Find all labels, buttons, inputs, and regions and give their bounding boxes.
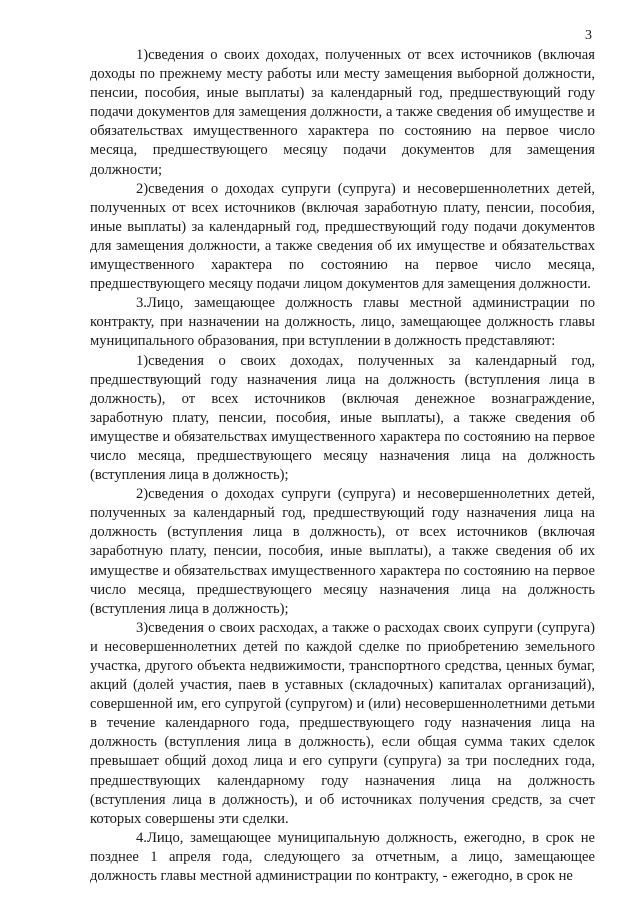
paragraph-7: 4.Лицо, замещающее муниципальную должность, ежегодно, в срок не позднее 1 апреля года, следующего за отчетным, а лицо, замещающее должность главы местной администрации по контракту, - ежегодно, в срок не: [90, 829, 595, 885]
page-number: 3: [585, 28, 592, 43]
paragraph-5: 2)сведения о доходах супруги (супруга) и несовершеннолетних детей, полученных за календарный год, предшествующий году назначения лица на должность (вступления лица в должность), от всех источников (включая заработную плату, пенсии, пособия, иные выплаты), а также сведения об их имуществе и обязательствах имущественного характера по состоянию на первое число месяца, предшествующего месяцу назначения лица на должность (вступления лица в должность);: [90, 486, 595, 617]
paragraph-2: 2)сведения о доходах супруги (супруга) и несовершеннолетних детей, полученных от всех источников (включая заработную плату, пенсии, пособия, иные выплаты) за календарный год, предшествующий году подачи документов для замещения должности, а также сведения об их имуществе и обязательствах имущественного характера по состоянию на первое число месяца, предшествующего месяцу подачи лицом документов для замещения должности.: [90, 180, 595, 293]
paragraph-4: 1)сведения о своих доходах, полученных за календарный год, предшествующий году назначения лица на должность (вступления лица в должность), от всех источников (включая денежное вознаграждение, заработную плату, пенсии, пособия, иные выплаты), а также сведения об имуществе и обязательствах имущественного характера по состоянию на первое число месяца, предшествующего месяцу назначения лица на должность (вступления лица в должность);: [90, 352, 595, 484]
paragraph-6: 3)сведения о своих расходах, а также о расходах своих супруги (супруга) и несовершеннолетних детей по каждой сделке по приобретению земельного участка, другого объекта недвижимости, транспортного средства, ценных бумаг, акций (долей участия, паев в уставных (складочных) капиталах организаций), совершенной им, его супругой (супругом) и (или) несовершеннолетними детьми в течение календарного года, предшествующего году назначения лица на должность (вступления лица в должность), если общая сумма таких сделок превышает общий доход лица и его супруги (супруга) за три последних года, предшествующих календарному году назначения лица на должность (вступления лица в должность), и об источниках получения средств, за счет которых совершены эти сделки.: [90, 619, 595, 827]
document-body: [90, 46, 595, 886]
paragraph-1: 1)сведения о своих доходах, полученных от всех источников (включая доходы по прежнему месту работы или месту замещения выборной должности, пенсии, пособия, иные выплаты) за календарный год, предшествующий году подачи документов для замещения должности, а также сведения об имуществе и обязательствах имущественного характера по состоянию на первое число месяца, предшествующего месяцу подачи документов для замещения должности;: [90, 47, 595, 178]
paragraph-3: 3.Лицо, замещающее должность главы местной администрации по контракту, при назначении на должность, лицо, замещающее должность главы муниципального образования, при вступлении в должность представляют:: [90, 295, 595, 350]
